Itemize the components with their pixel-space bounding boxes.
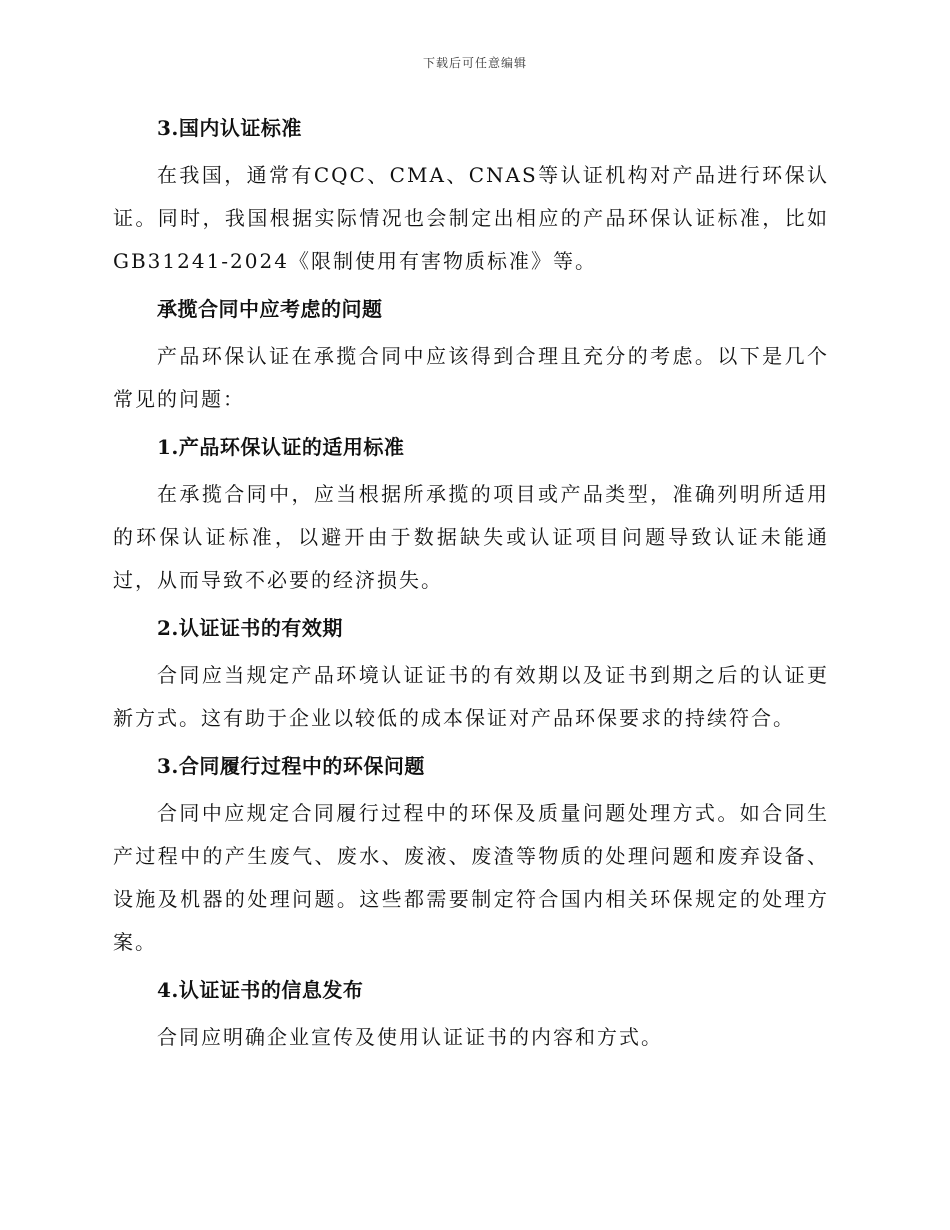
document-body — [113, 108, 829, 1065]
section-paragraph-applicable-standards: 在承揽合同中，应当根据所承揽的项目或产品类型，准确列明所适用的环保认证标准，以避开由于数据缺失或认证项目问题导致认证未能通过，从而导致不必要的经济损失。 — [113, 482, 829, 592]
section-heading-applicable-standards: 1.产品环保认证的适用标准 — [157, 435, 405, 459]
section-heading-contract-issues: 承揽合同中应考虑的问题 — [157, 297, 383, 321]
section-heading-certificate-validity: 2.认证证书的有效期 — [157, 616, 343, 640]
section-heading-performance-environmental-issues: 3.合同履行过程中的环保问题 — [157, 754, 425, 778]
section-paragraph-performance-environmental-issues: 合同中应规定合同履行过程中的环保及质量问题处理方式。如合同生产过程中的产生废气、废水、废液、废渣等物质的处理问题和废弃设备、设施及机器的处理问题。这些都需要制定符合国内相关环保规定的处理方案。 — [113, 801, 829, 954]
section-heading-certificate-publicity: 4.认证证书的信息发布 — [157, 978, 364, 1002]
section-heading-domestic-standards: 3.国内认证标准 — [157, 116, 302, 140]
section-paragraph-domestic-standards: 在我国，通常有CQC、CMA、CNAS等认证机构对产品进行环保认证。同时，我国根据实际情况也会制定出相应的产品环保认证标准，比如GB31241-2024《限制使用有害物质标准》等。 — [113, 163, 829, 273]
section-paragraph-certificate-publicity: 合同应明确企业宣传及使用认证证书的内容和方式。 — [157, 1025, 663, 1049]
section-paragraph-certificate-validity: 合同应当规定产品环境认证证书的有效期以及证书到期之后的认证更新方式。这有助于企业以较低的成本保证对产品环保要求的持续符合。 — [113, 663, 829, 730]
section-paragraph-contract-issues: 产品环保认证在承揽合同中应该得到合理且充分的考虑。以下是几个常见的问题： — [113, 344, 829, 411]
header-note: 下载后可任意编辑 — [422, 56, 527, 70]
